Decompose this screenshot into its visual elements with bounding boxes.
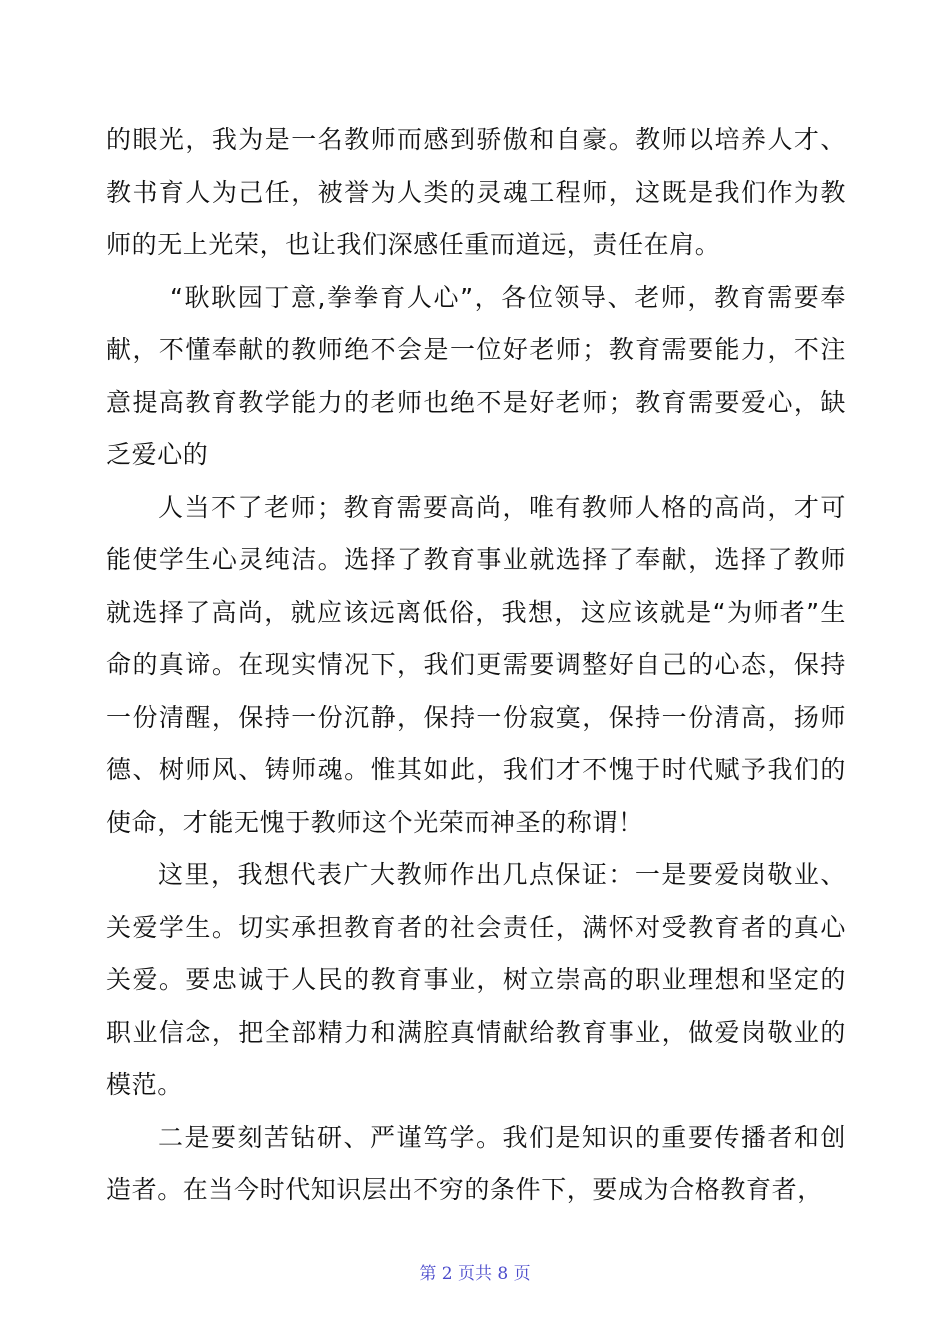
paragraph-1: 的眼光，我为是一名教师而感到骄傲和自豪。教师以培养人才、教书育人为己任，被誉为人类的灵魂工程师，这既是我们作为教师的无上光荣，也让我们深感任重而道远，责任在肩。 xyxy=(106,125,846,259)
paragraph-3: 人当不了老师；教育需要高尚，唯有教师人格的高尚，才可能使学生心灵纯洁。选择了教育事业就选择了奉献，选择了教师就选择了高尚，就应该远离低俗，我想，这应该就是“为师者”生命的真谛。在现实情况下，我们更需要调整好自己的心态，保持一份清醒，保持一份沉静，保持一份寂寞，保持一份清高，扬师德、树师风、铸师魂。惟其如此，我们才不愧于时代赋予我们的使命，才能无愧于教师这个光荣而神圣的称谓！ xyxy=(106,492,846,837)
paragraph-4: 这里，我想代表广大教师作出几点保证：一是要爱岗敬业、关爱学生。切实承担教育者的社会责任，满怀对受教育者的真心关爱。要忠诚于人民的教育事业，树立崇高的职业理想和坚定的职业信念，把全部精力和满腔真情献给教育事业，做爱岗敬业的模范。 xyxy=(106,860,846,1099)
page-number-footer: 第 2 页共 8 页 xyxy=(419,1264,531,1284)
document-body xyxy=(106,114,846,1217)
paragraph-5: 二是要刻苦钻研、严谨笃学。我们是知识的重要传播者和创造者。在当今时代知识层出不穷的条件下，要成为合格教育者， xyxy=(106,1122,846,1204)
paragraph-2: “耿耿园丁意,拳拳育人心”，各位领导、老师，教育需要奉献，不懂奉献的教师绝不会是一位好老师；教育需要能力，不注意提高教育教学能力的老师也绝不是好老师；教育需要爱心，缺乏爱心的 xyxy=(106,282,846,469)
